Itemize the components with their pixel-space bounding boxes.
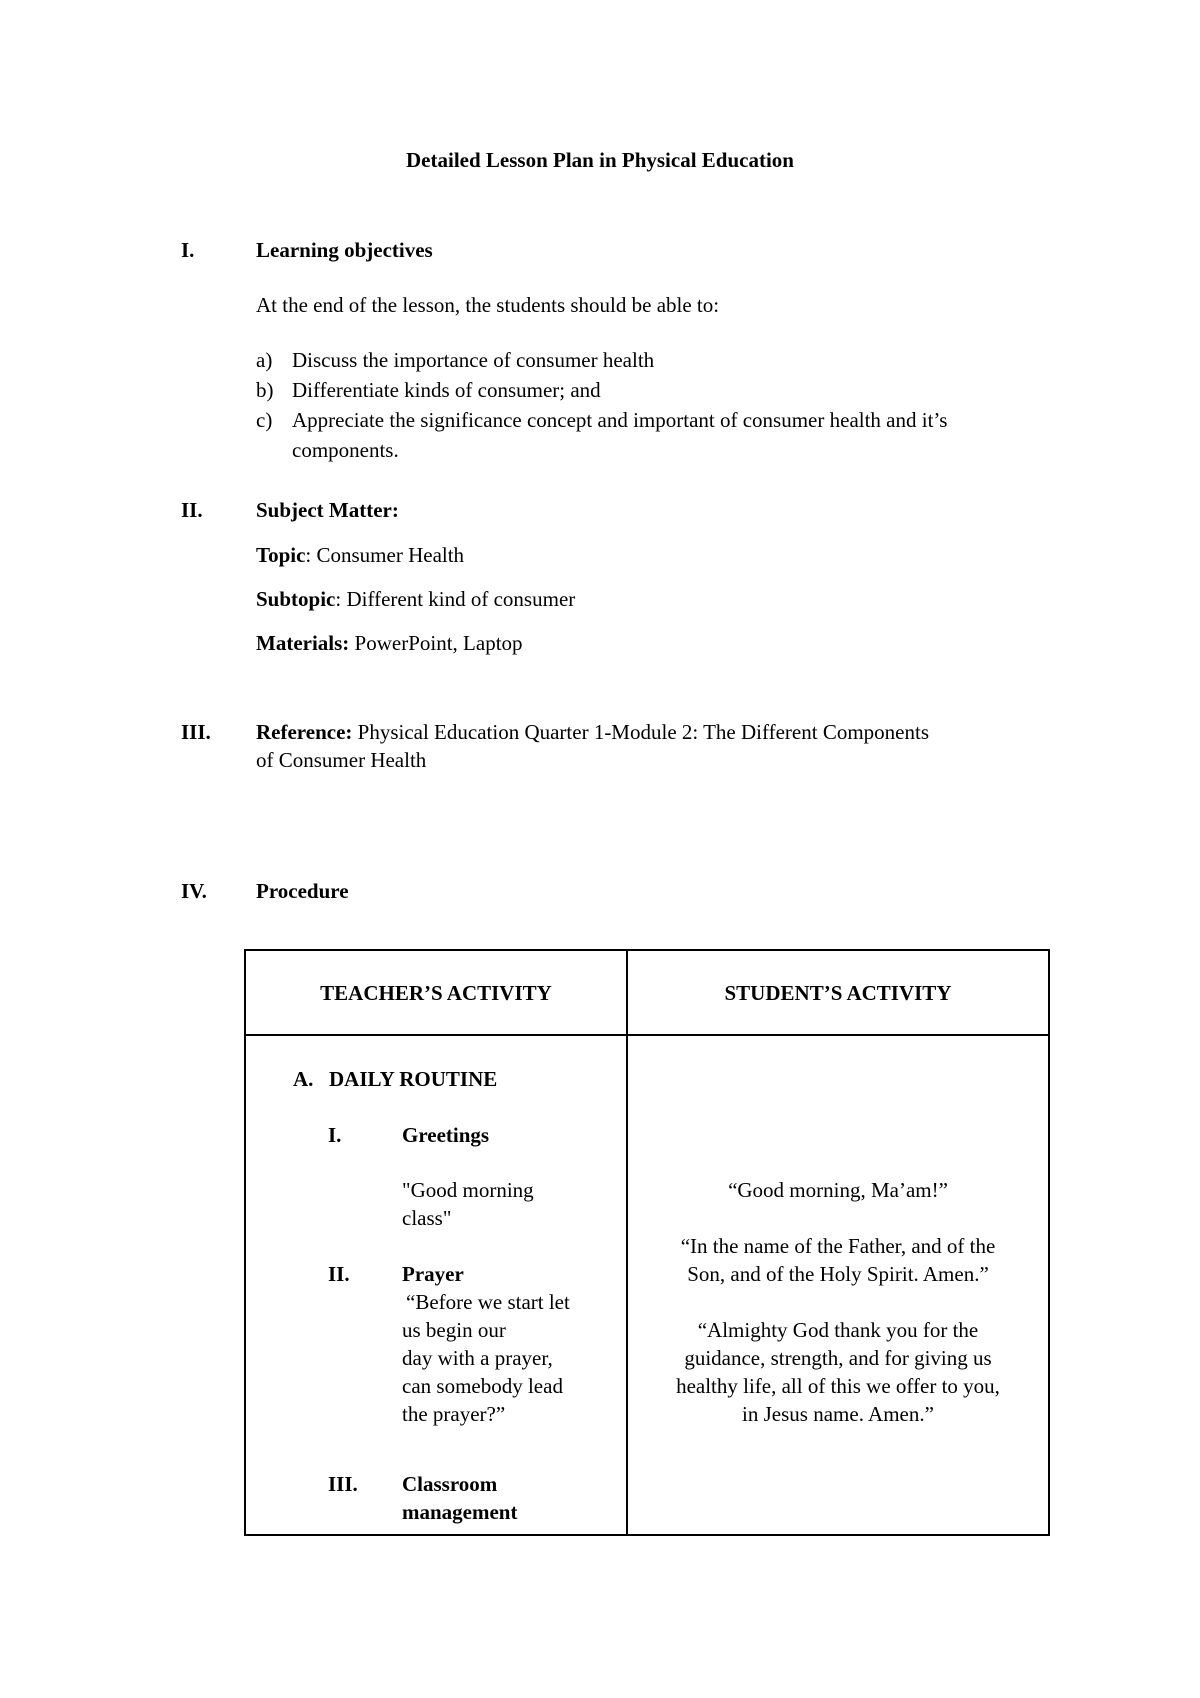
student-sign-line-2: Son, and of the Holy Spirit. Amen.” — [687, 1262, 989, 1286]
section-1-numeral: I. — [181, 238, 195, 262]
subtopic-label: Subtopic — [256, 587, 336, 611]
student-prayer-line-2: guidance, strength, and for giving us — [684, 1346, 992, 1370]
objective-text-b: Differentiate kinds of consumer; and — [292, 378, 601, 402]
classroom-title-line-2: management — [402, 1500, 518, 1524]
greetings-text-line-2: class" — [402, 1206, 452, 1230]
prayer-text-line-1: “Before we start let — [406, 1290, 570, 1314]
greetings-title: Greetings — [402, 1123, 490, 1147]
student-sign-line-1: “In the name of the Father, and of the — [680, 1234, 996, 1258]
topic-value: : Consumer Health — [305, 543, 465, 567]
objective-marker-a: a) — [256, 348, 273, 372]
student-prayer-line-4: in Jesus name. Amen.” — [742, 1402, 934, 1426]
materials-label: Materials: — [256, 631, 350, 655]
section-4-numeral: IV. — [181, 879, 207, 903]
section-2-numeral: II. — [181, 498, 203, 522]
student-prayer-line-3: healthy life, all of this we offer to you, — [676, 1374, 1000, 1398]
greetings-numeral: I. — [328, 1123, 342, 1147]
topic-line — [256, 541, 464, 569]
document-title: Detailed Lesson Plan in Physical Education — [406, 148, 794, 172]
prayer-text-line-4: can somebody lead — [402, 1374, 563, 1398]
topic-label: Topic — [256, 543, 306, 567]
routine-title: DAILY ROUTINE — [329, 1067, 498, 1091]
objective-text-c: Appreciate the significance concept and important of consumer health and it’s — [292, 408, 948, 432]
objectives-intro: At the end of the lesson, the students should be able to: — [256, 293, 720, 317]
objective-marker-b: b) — [256, 378, 274, 402]
materials-value: PowerPoint, Laptop — [349, 631, 523, 655]
materials-line — [256, 629, 523, 657]
subtopic-line — [256, 585, 575, 613]
table-header-divider — [246, 1034, 1048, 1036]
student-prayer-line-1: “Almighty God thank you for the — [697, 1318, 979, 1342]
reference-value: Physical Education Quarter 1-Module 2: The Different Components — [352, 720, 929, 744]
reference-line — [256, 718, 929, 746]
objective-text-a: Discuss the importance of consumer health — [292, 348, 655, 372]
section-4-heading: Procedure — [256, 879, 349, 903]
objective-text-c-cont: components. — [292, 438, 399, 462]
student-greeting: “Good morning, Ma’am!” — [728, 1178, 948, 1202]
prayer-text-line-2: us begin our — [402, 1318, 506, 1342]
section-1-heading: Learning objectives — [256, 238, 433, 262]
objective-marker-c: c) — [256, 408, 273, 432]
student-activity-header: STUDENT’S ACTIVITY — [724, 981, 952, 1005]
reference-label: Reference: — [256, 720, 353, 744]
section-3-numeral: III. — [181, 720, 211, 744]
reference-cont: of Consumer Health — [256, 748, 427, 772]
classroom-numeral: III. — [328, 1472, 358, 1496]
procedure-table — [244, 949, 1050, 1536]
teacher-activity-header: TEACHER’S ACTIVITY — [320, 981, 552, 1005]
classroom-title-line-1: Classroom — [402, 1472, 498, 1496]
routine-marker: A. — [293, 1067, 314, 1091]
prayer-title: Prayer — [402, 1262, 464, 1286]
prayer-text-line-3: day with a prayer, — [402, 1346, 553, 1370]
prayer-text-line-5: the prayer?” — [402, 1402, 506, 1426]
greetings-text-line-1: "Good morning — [402, 1178, 534, 1202]
section-2-heading: Subject Matter: — [256, 498, 399, 522]
subtopic-value: : Different kind of consumer — [335, 587, 576, 611]
prayer-numeral: II. — [328, 1262, 350, 1286]
